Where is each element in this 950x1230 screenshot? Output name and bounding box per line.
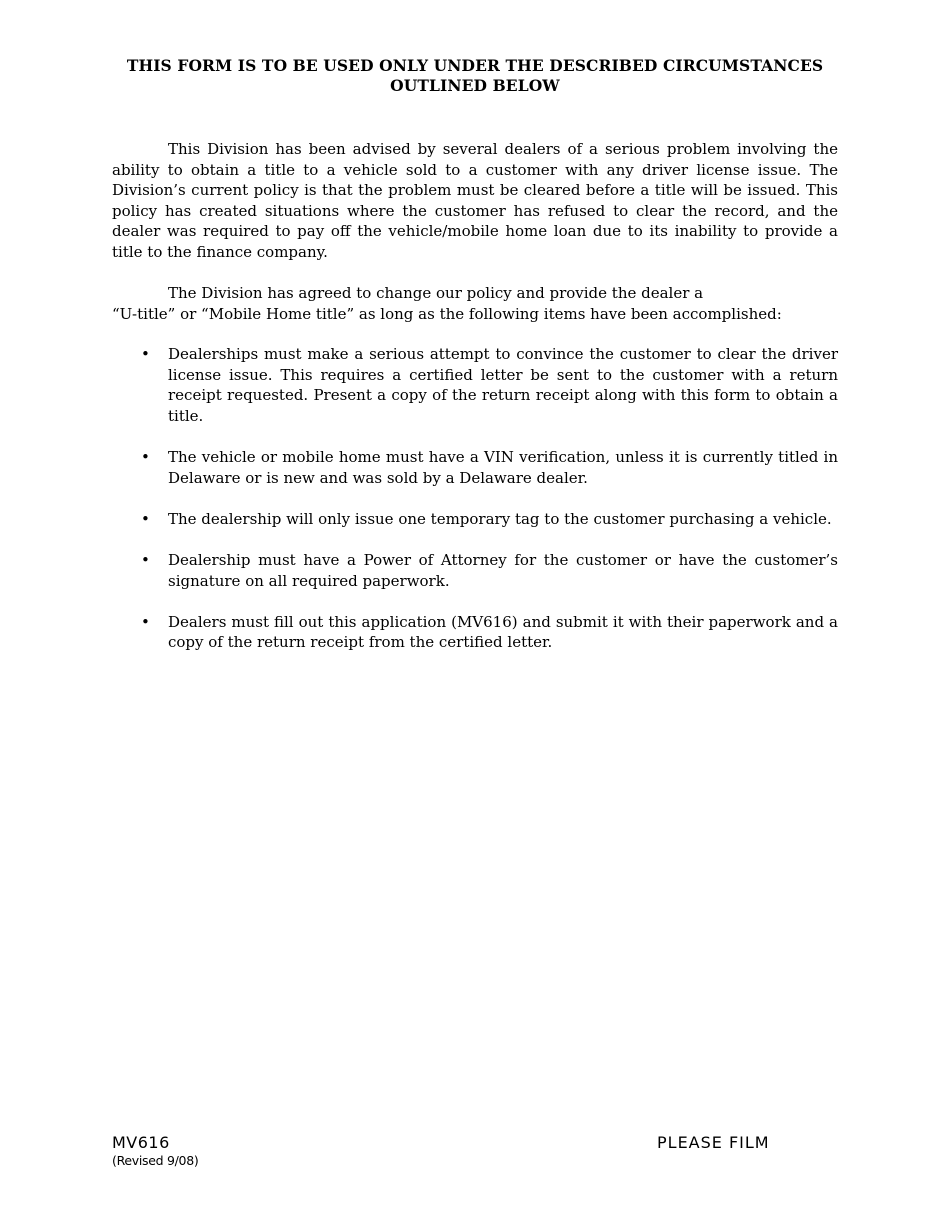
bullet-icon: • bbox=[141, 345, 150, 363]
requirement-text: Dealerships must make a serious attempt to convince the customer to clear the driver license issue. This requires a certified letter be sent to the customer with a return receipt requested. Present a copy of the return receipt along with this form to obtain a title. bbox=[168, 345, 838, 425]
film-instruction: PLEASE FILM bbox=[657, 1133, 770, 1152]
requirement-item bbox=[112, 550, 838, 591]
policy-paragraph-line-1: The Division has agreed to change our policy and provide the dealer a bbox=[168, 284, 704, 302]
bullet-icon: • bbox=[141, 550, 150, 569]
requirements-list bbox=[112, 344, 838, 674]
requirement-text: The dealership will only issue one temporary tag to the customer purchasing a vehicle. bbox=[168, 509, 832, 528]
form-id-block bbox=[112, 1133, 198, 1169]
bullet-icon: • bbox=[141, 447, 150, 466]
bullet-icon: • bbox=[141, 509, 150, 528]
requirement-text: Dealers must fill out this application (MV616) and submit it with their paperwork and a copy of the return receipt from the certified letter. bbox=[168, 612, 838, 652]
heading-line-2: OUTLINED BELOW bbox=[390, 76, 560, 95]
form-number: MV616 bbox=[112, 1133, 170, 1152]
requirement-item bbox=[112, 509, 838, 530]
bullet-icon: • bbox=[141, 612, 150, 631]
requirement-item bbox=[112, 447, 838, 488]
requirement-text: The vehicle or mobile home must have a VIN verification, unless it is currently titled in Delaware or is new and was sold by a Delaware dealer. bbox=[168, 447, 838, 487]
intro-paragraph: This Division has been advised by several dealers of a serious problem involving the ability to obtain a title to a vehicle sold to a customer with any driver license issue. The Division’s current policy is that the problem must be cleared before a title will be issued. This policy has created situations where the customer has refused to clear the record, and the dealer was required to pay off the vehicle/mobile home loan due to its inability to provide a title to the finance company. bbox=[112, 140, 838, 261]
form-heading bbox=[110, 56, 840, 96]
policy-paragraph bbox=[112, 283, 838, 324]
heading-line-1: THIS FORM IS TO BE USED ONLY UNDER THE DESCRIBED CIRCUMSTANCES bbox=[126, 56, 824, 75]
policy-paragraph-line-2: “U-title” or “Mobile Home title” as long as the following items have been accomplished: bbox=[112, 304, 782, 323]
revision-date: (Revised 9/08) bbox=[112, 1153, 199, 1168]
requirement-item bbox=[112, 344, 838, 426]
requirement-text: Dealership must have a Power of Attorney for the customer or have the customer’s signature on all required paperwork. bbox=[168, 550, 838, 590]
requirement-item bbox=[112, 612, 838, 653]
